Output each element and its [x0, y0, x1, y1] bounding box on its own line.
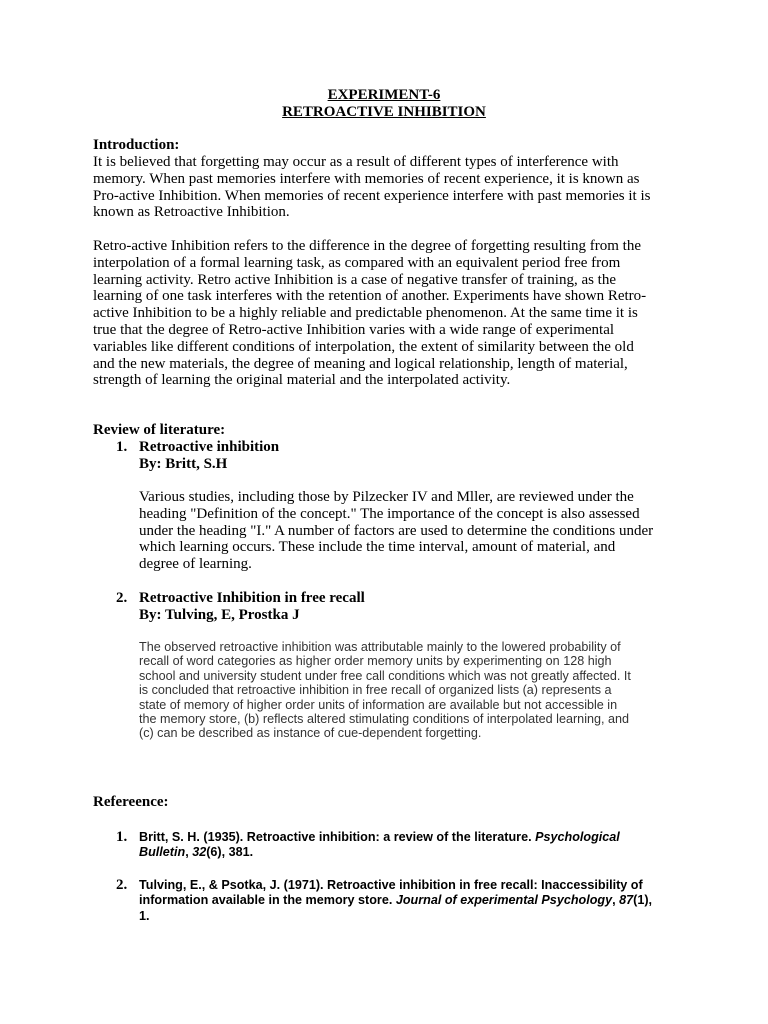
reference-line: Tulving, E., & Psotka, J. (1971). Retroactive inhibition in free recall: Inaccessibility of: [139, 878, 643, 892]
paragraph-line: active Inhibition to be a highly reliable and predictable phenomenon. At the same time it is: [93, 305, 638, 322]
paragraph-line: interpolation of a formal learning task, as compared with an equivalent period free from: [93, 254, 621, 271]
summary-line: heading "Definition of the concept." The importance of the concept is also assessed: [139, 505, 640, 522]
paragraph-line: learning of one task interferes with the retention of another. Experiments have shown Retro-: [93, 288, 647, 305]
review-item-author: By: Tulving, E, Prostka J: [139, 607, 300, 623]
review-heading: Review of literature:: [93, 422, 226, 438]
paragraph-line: learning activity. Retro active Inhibition is a case of negative transfer of training, as the: [93, 271, 617, 288]
introduction-paragraph-1: [93, 154, 650, 221]
summary-line: the memory store, (b) reflects altered stimulating conditions of interpolated learning, and: [139, 712, 630, 727]
paragraph-line: strength of learning the original material and the interpolated activity.: [93, 372, 511, 389]
review-item-number: 1.: [116, 439, 128, 455]
reference-line: Bulletin, 32(6), 381.: [139, 845, 254, 860]
review-item-number: 2.: [116, 590, 128, 606]
summary-line: which learning occurs. These include the time interval, amount of material, and: [139, 539, 616, 556]
paragraph-line: Retro-active Inhibition refers to the difference in the degree of forgetting resulting from the: [93, 238, 641, 254]
reference-line: information available in the memory store. Journal of experimental Psychology, 87(1),: [139, 893, 653, 908]
summary-line: recall of word categories as higher order memory units by experimenting on 128 high: [139, 654, 612, 669]
summary-line: The observed retroactive inhibition was attributable mainly to the lowered probability of: [139, 640, 621, 654]
reference-line: 1.: [139, 908, 150, 923]
reference-entry: [139, 878, 652, 924]
summary-line: Various studies, including those by Pilzecker IV and Mller, are reviewed under the: [139, 489, 634, 505]
summary-line: under the heading "I." A number of factors are used to determine the conditions under: [139, 522, 654, 539]
review-item-summary: [139, 640, 631, 741]
experiment-subtitle: RETROACTIVE INHIBITION: [282, 104, 486, 120]
review-item-title: Retroactive inhibition: [139, 439, 280, 455]
summary-line: (c) can be described as instance of cue-dependent forgetting.: [139, 726, 482, 741]
paragraph-line: known as Retroactive Inhibition.: [93, 204, 290, 221]
summary-line: is concluded that retroactive inhibition in free recall of organized lists (a) represents a: [139, 683, 612, 698]
experiment-title: EXPERIMENT-6: [327, 87, 441, 103]
references-heading: Refereence:: [93, 794, 169, 810]
summary-line: school and university student under free call conditions which was not greatly affected. It: [139, 668, 631, 683]
reference-entry: [139, 830, 620, 861]
introduction-paragraph-2: [93, 238, 646, 389]
paragraph-line: Pro-active Inhibition. When memories of recent experience interfere with past memories it is: [93, 187, 651, 204]
review-item-title: Retroactive Inhibition in free recall: [139, 590, 365, 606]
summary-line: degree of learning.: [139, 556, 252, 573]
reference-line: Britt, S. H. (1935). Retroactive inhibition: a review of the literature. Psychological: [139, 830, 620, 844]
reference-number: 1.: [116, 829, 128, 845]
reference-number: 2.: [116, 877, 128, 893]
paragraph-line: memory. When past memories interfere with memories of recent experience, it is known as: [93, 170, 640, 187]
introduction-heading: Introduction:: [93, 137, 180, 153]
review-item-summary: [139, 489, 653, 573]
paragraph-line: true that the degree of Retro-active Inhibition varies with a wide range of experimental: [93, 321, 615, 338]
paragraph-line: variables like different conditions of interpolation, the extent of similarity between the old: [93, 338, 634, 355]
paragraph-line: It is believed that forgetting may occur as a result of different types of interference with: [93, 154, 619, 170]
review-item-author: By: Britt, S.H: [139, 456, 228, 472]
summary-line: state of memory of higher order units of information are available but not accessible in: [139, 697, 618, 712]
paragraph-line: and the new materials, the degree of meaning and logical relationship, length of material,: [93, 355, 628, 372]
